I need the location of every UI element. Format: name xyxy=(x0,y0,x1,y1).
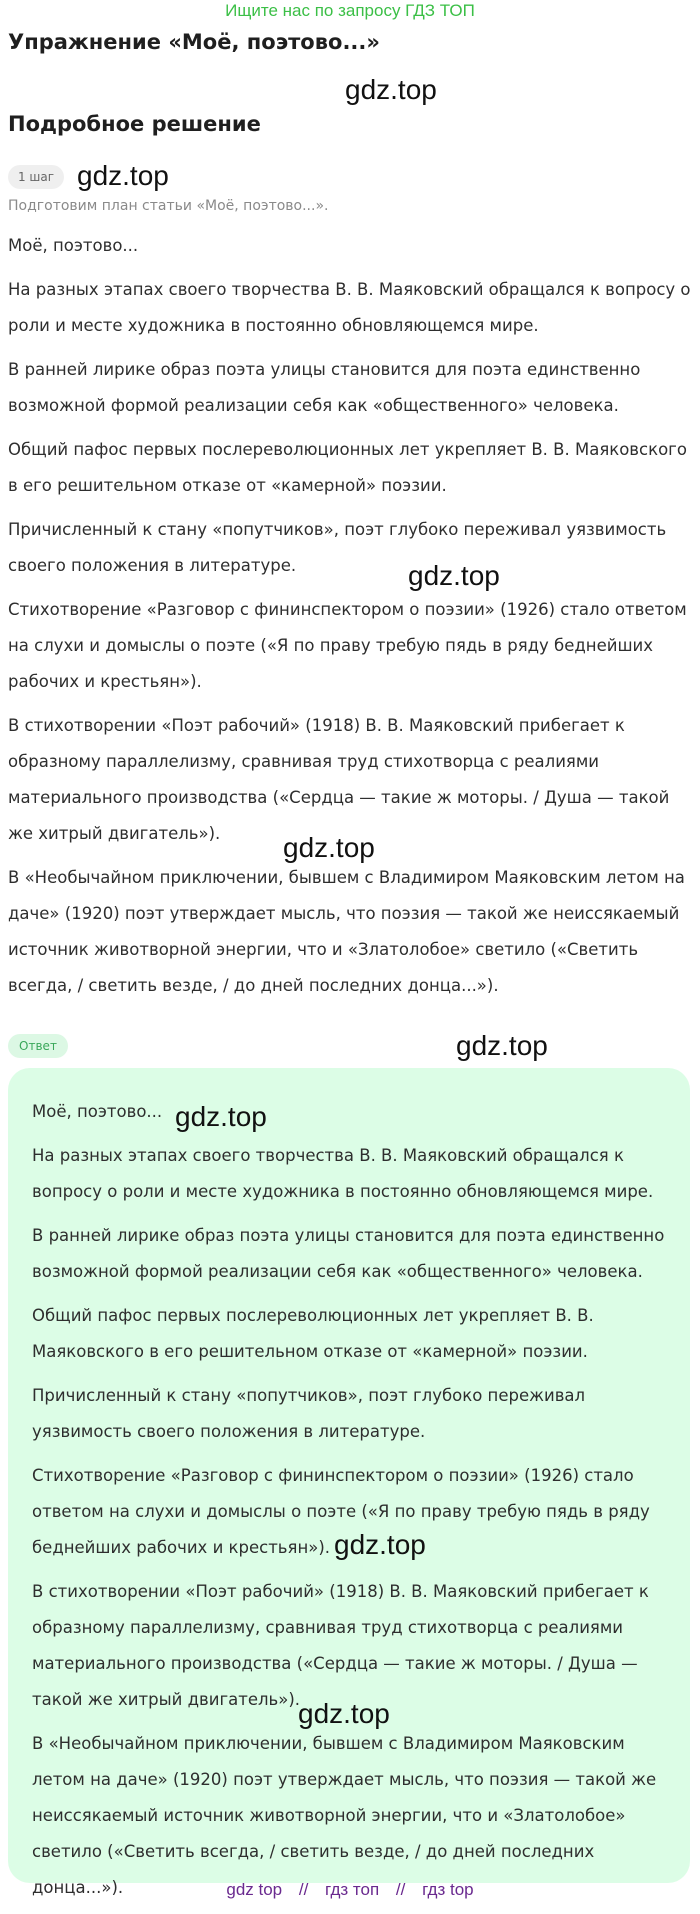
watermark: gdz.top xyxy=(283,832,375,863)
watermark: gdz.top xyxy=(345,74,437,105)
solution-paragraph: Причисленный к стану «попутчиков», поэт глубоко переживал уязвимость своего положения в литературе. xyxy=(8,520,667,575)
answer-badge: Ответ xyxy=(8,1034,68,1058)
answer-paragraph: В ранней лирике образ поэта улицы становится для поэта единственно возможной формой реализации себя как «общественного» человека. xyxy=(32,1226,665,1281)
watermark: gdz.top xyxy=(175,1101,267,1132)
watermark: gdz.top xyxy=(298,1698,390,1729)
answer-paragraph: В «Необычайном приключении, бывшем с Владимиром Маяковским летом на даче» (1920) поэт утверждает мысль, что поэзия — такой же неиссякаемый источник животворной энергии, что и «Златолобое» светило («Светить всегда, / светить везде, / до дней последних донца...»). xyxy=(32,1734,657,1897)
watermark: gdz.top xyxy=(77,160,169,191)
page-title: Упражнение «Моё, поэтово...» xyxy=(8,30,380,54)
footer-link-gdz-top[interactable]: gdz top xyxy=(226,1880,283,1899)
footer-link-gdz-top-mixed[interactable]: гдз top xyxy=(422,1880,474,1899)
answer-paragraph: Причисленный к стану «попутчиков», поэт глубоко переживал уязвимость своего положения в литературе. xyxy=(32,1386,586,1441)
answer-paragraph: Общий пафос первых послереволюционных лет укрепляет В. В. Маяковского в его решительном отказе от «камерной» поэзии. xyxy=(32,1306,594,1361)
solution-paragraph: В стихотворении «Поэт рабочий» (1918) В. В. Маяковский прибегает к образному параллелизму, сравнивая труд стихотворца с реалиями материального производства («Сердца — такие ж моторы. / Душа — такой же хитрый двигатель»). xyxy=(8,716,670,843)
answer-text xyxy=(32,1094,668,1914)
solution-paragraph: В «Необычайном приключении, бывшем с Владимиром Маяковским летом на даче» (1920) поэт утверждает мысль, что поэзия — такой же неиссякаемый источник животворной энергии, что и «Златолобое» светило («Светить всегда, / светить везде, / до дней последних донца...»). xyxy=(8,868,685,995)
answer-paragraph: Моё, поэтово... xyxy=(32,1102,163,1121)
section-heading: Подробное решение xyxy=(8,112,261,136)
footer-links xyxy=(0,1878,700,1902)
solution-paragraph: Общий пафос первых послереволюционных лет укрепляет В. В. Маяковского в его решительном отказе от «камерной» поэзии. xyxy=(8,440,687,495)
step-hint: Подготовим план статьи «Моё, поэтово...». xyxy=(8,198,329,214)
solution-paragraph: В ранней лирике образ поэта улицы становится для поэта единственно возможной формой реализации себя как «общественного» человека. xyxy=(8,360,641,415)
footer-separator: // xyxy=(395,1880,406,1899)
answer-paragraph: В стихотворении «Поэт рабочий» (1918) В. В. Маяковский прибегает к образному параллелизму, сравнивая труд стихотворца с реалиями материального производства («Сердца — такие ж моторы. / Душа — такой же хитрый двигатель»). xyxy=(32,1582,649,1709)
answer-paragraph: На разных этапах своего творчества В. В. Маяковский обращался к вопросу о роли и месте художника в постоянно обновляющемся мире. xyxy=(32,1146,654,1201)
solution-paragraph: Моё, поэтово... xyxy=(8,236,139,255)
solution-text xyxy=(8,228,692,1012)
solution-paragraph: Стихотворение «Разговор с фининспектором о поэзии» (1926) стало ответом на слухи и домыслы о поэте («Я по праву требую пядь в ряду беднейших рабочих и крестьян»). xyxy=(8,600,687,691)
answer-paragraph: Стихотворение «Разговор с фининспектором о поэзии» (1926) стало ответом на слухи и домыслы о поэте («Я по праву требую пядь в ряду беднейших рабочих и крестьян»). xyxy=(32,1466,650,1557)
solution-paragraph: На разных этапах своего творчества В. В. Маяковский обращался к вопросу о роли и месте художника в постоянно обновляющемся мире. xyxy=(8,280,691,335)
watermark: gdz.top xyxy=(408,560,500,591)
watermark: gdz.top xyxy=(456,1030,548,1061)
step-badge: 1 шаг xyxy=(8,165,64,189)
top-banner[interactable]: Ищите нас по запросу ГДЗ ТОП xyxy=(225,1,475,20)
watermark: gdz.top xyxy=(334,1529,426,1560)
footer-link-gdz-top-ru[interactable]: гдз топ xyxy=(325,1880,380,1899)
footer-separator: // xyxy=(298,1880,309,1899)
